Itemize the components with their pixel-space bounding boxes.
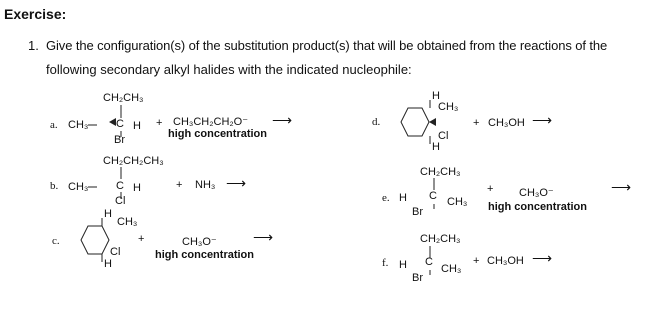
- reaction-d-cl: Cl: [438, 130, 449, 142]
- reaction-e-center-atom: C: [429, 190, 437, 202]
- wedge-c-ch3: [109, 118, 116, 126]
- reaction-a-right-group: H: [133, 120, 141, 132]
- reaction-e-condition: high concentration: [488, 201, 587, 213]
- reaction-d-label: d.: [372, 116, 381, 128]
- reaction-e-label: e.: [382, 192, 390, 204]
- reaction-b-nucleophile: NH₃: [195, 179, 216, 191]
- reaction-f-center-atom: C: [425, 256, 433, 268]
- reaction-f-left-group: H: [399, 259, 407, 271]
- reaction-e-right-group: CH₃: [447, 196, 468, 208]
- reaction-f-plus: +: [473, 255, 480, 267]
- reaction-d-h-top: H: [432, 90, 440, 102]
- reaction-d-arrow: ⟶: [532, 112, 553, 128]
- reaction-c-cl: Cl: [110, 246, 121, 258]
- reaction-b-top-group: CH₂CH₂CH₃: [103, 155, 164, 167]
- reaction-f-top-group: CH₂CH₃: [420, 233, 461, 245]
- reaction-a-arrow: ⟶: [272, 112, 293, 128]
- reaction-d-nucleophile: CH₃OH: [488, 117, 525, 129]
- wedge-d-ch3: [429, 118, 436, 126]
- reaction-a-plus: +: [156, 117, 163, 129]
- question-text-line-1: Give the configuration(s) of the substitution product(s) that will be obtained from the reactions of the: [46, 38, 608, 53]
- reaction-b-bottom-group: Cl: [115, 195, 126, 207]
- reaction-a-left-group: CH₃: [68, 119, 89, 131]
- reaction-c-ch3: CH₃: [117, 216, 138, 228]
- reaction-a-center-atom: C: [116, 118, 124, 130]
- reaction-b-left-group: CH₃: [68, 181, 89, 193]
- reaction-d-ch3: CH₃: [438, 101, 459, 113]
- reaction-e-left-group: H: [399, 192, 407, 204]
- reaction-f-bottom-group: Br: [412, 272, 423, 284]
- reaction-c-plus: +: [138, 233, 145, 245]
- reaction-a-label: a.: [50, 119, 58, 131]
- reaction-e-plus: +: [487, 183, 494, 195]
- question-number: 1.: [28, 38, 39, 53]
- ring-d: [401, 108, 429, 136]
- reaction-c-label: c.: [52, 235, 60, 247]
- reaction-e-bottom-group: Br: [412, 206, 423, 218]
- exercise-title: Exercise:: [4, 6, 67, 22]
- reaction-c-h-bottom: H: [104, 258, 112, 270]
- reaction-f-nucleophile: CH₃OH: [487, 255, 524, 267]
- reaction-c-arrow: ⟶: [253, 229, 274, 245]
- reaction-f-arrow: ⟶: [532, 250, 553, 266]
- reaction-e-top-group: CH₂CH₃: [420, 166, 461, 178]
- reaction-a-bottom-group: Br: [114, 134, 125, 146]
- reaction-f-right-group: CH₃: [441, 263, 462, 275]
- reaction-b-center-atom: C: [116, 180, 124, 192]
- ring-c: [81, 226, 109, 254]
- reaction-d-h-bottom: H: [432, 141, 440, 153]
- reaction-c-h-top: H: [104, 208, 112, 220]
- reaction-a-nucleophile: CH₃CH₂CH₂O⁻: [173, 116, 249, 128]
- reaction-b-plus: +: [176, 179, 183, 191]
- reaction-a-top-group: CH₂CH₃: [103, 92, 144, 104]
- reaction-b-right-group: H: [133, 182, 141, 194]
- reaction-b-label: b.: [50, 180, 59, 192]
- question-text-line-2: following secondary alkyl halides with the indicated nucleophile:: [46, 62, 412, 77]
- reaction-c-nucleophile: CH₃O⁻: [182, 236, 217, 248]
- reaction-e-arrow: ⟶: [611, 179, 632, 195]
- reaction-c-condition: high concentration: [155, 249, 254, 261]
- reaction-d-plus: +: [473, 117, 480, 129]
- reaction-a-condition: high concentration: [168, 128, 267, 140]
- reaction-e-nucleophile: CH₃O⁻: [519, 187, 554, 199]
- reaction-f-label: f.: [382, 257, 389, 269]
- reaction-b-arrow: ⟶: [226, 175, 247, 191]
